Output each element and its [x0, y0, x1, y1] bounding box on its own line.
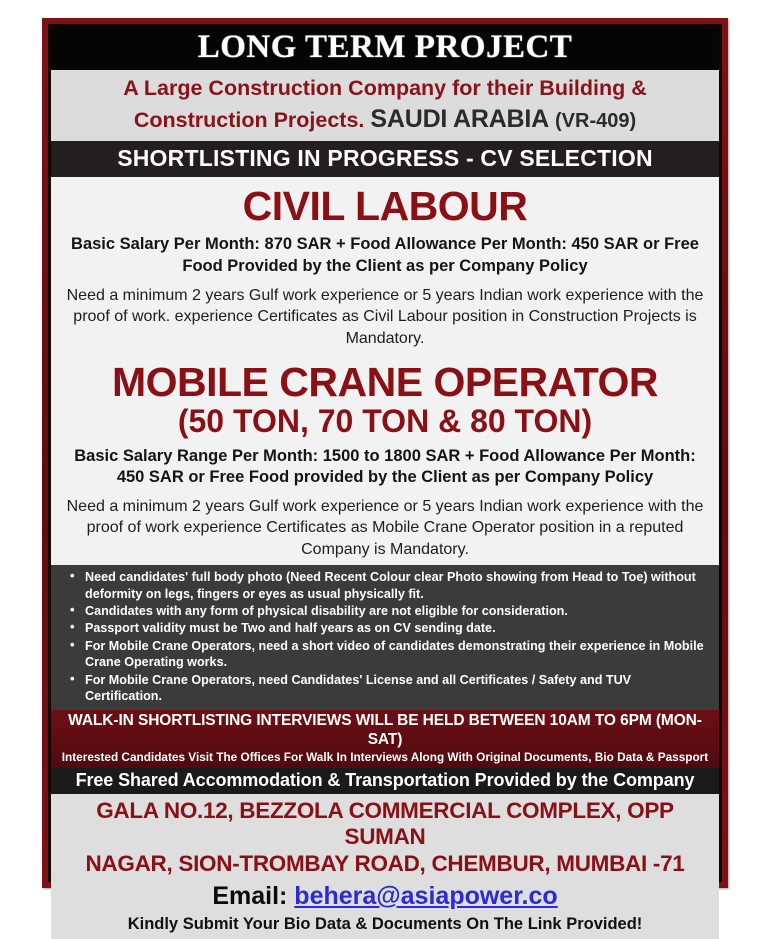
subtitle-part-2-text: Construction Projects. — [133, 107, 365, 132]
job-advertisement-poster — [42, 18, 728, 933]
note-item: • Candidates with any form of physical disability are not eligible for consideration. — [85, 603, 707, 620]
job-subtitle-tonnage: (50 TON, 70 TON & 80 TON) — [177, 402, 593, 439]
job-title-mobile-crane-operator: MOBILE CRANE OPERATOR — [111, 359, 659, 406]
country-label: SAUDI ARABIA — [370, 104, 550, 133]
email-label: Email: — [212, 882, 288, 911]
candidate-notes-section — [51, 565, 719, 710]
job-requirement-mobile-crane-operator: Need a minimum 2 years Gulf work experience or 5 years Indian work experience with the proof of work experience Certificates as Mobile Crane Operator position in a reputed Company is Mandatory. — [66, 498, 704, 558]
poster-inner-frame — [48, 24, 722, 933]
accommodation-banner: Free Shared Accommodation & Transportation Provided by the Company — [51, 768, 719, 794]
email-row — [59, 877, 711, 913]
walkin-headline: WALK-IN SHORTLISTING INTERVIEWS WILL BE HELD BETWEEN 10AM TO 6PM (MON-SAT) — [68, 712, 702, 748]
address-line-2: NAGAR, SION-TROMBAY ROAD, CHEMBUR, MUMBAI -71 — [85, 850, 685, 876]
job-block-civil-labour — [60, 177, 710, 354]
subtitle-line-2 — [61, 103, 709, 136]
note-item: • Need candidates' full body photo (Need Recent Colour clear Photo showing from Head to Toe) without deformity on legs, fingers or eyes as usual physically fit. — [85, 569, 707, 603]
note-item: • For Mobile Crane Operators, need Candidates' License and all Certificates / Safety and TUV Certification. — [85, 672, 707, 706]
office-address — [59, 798, 711, 877]
address-line-1: GALA NO.12, BEZZOLA COMMERCIAL COMPLEX, OPP SUMAN — [96, 798, 674, 850]
subtitle-line-1: A Large Construction Company for their Building & — [123, 76, 647, 100]
company-subtitle — [51, 70, 719, 141]
contact-footer — [51, 794, 719, 939]
reference-code: (VR-409) — [555, 109, 637, 132]
job-salary-civil-labour: Basic Salary Per Month: 870 SAR + Food Allowance Per Month: 450 SAR or Free Food Provided by the Client as per Company Policy — [71, 235, 699, 276]
email-address-link[interactable]: behera@asiapower.co — [294, 882, 558, 911]
notes-list — [63, 569, 707, 705]
job-requirement-civil-labour: Need a minimum 2 years Gulf work experience or 5 years Indian work experience with the proof of work. experience Certificates as Civil Labour position in Construction Projects is Mandatory. — [66, 286, 704, 347]
banner-title: LONG TERM PROJECT — [51, 27, 719, 70]
job-salary-mobile-crane-operator: Basic Salary Range Per Month: 1500 to 1800 SAR + Food Allowance Per Month: 450 SAR or Free Food provided by the Client as per Company Policy — [74, 446, 696, 487]
job-title-civil-labour: CIVIL LABOUR — [242, 183, 528, 230]
walkin-subline: Interested Candidates Visit The Offices For Walk In Interviews Along With Original Documents, Bio Data & Passport — [61, 750, 709, 765]
note-item: • Passport validity must be Two and half years as on CV sending date. — [85, 620, 707, 637]
closing-note: Kindly Submit Your Bio Data & Documents On The Link Provided! — [127, 914, 643, 933]
walkin-interview-section — [51, 710, 719, 768]
jobs-content — [51, 177, 719, 565]
status-bar: SHORTLISTING IN PROGRESS - CV SELECTION — [51, 141, 719, 177]
job-block-mobile-crane-operator — [60, 354, 710, 565]
note-item: • For Mobile Crane Operators, need a short video of candidates demonstrating their experience in Mobile Crane Operating works. — [85, 638, 707, 672]
